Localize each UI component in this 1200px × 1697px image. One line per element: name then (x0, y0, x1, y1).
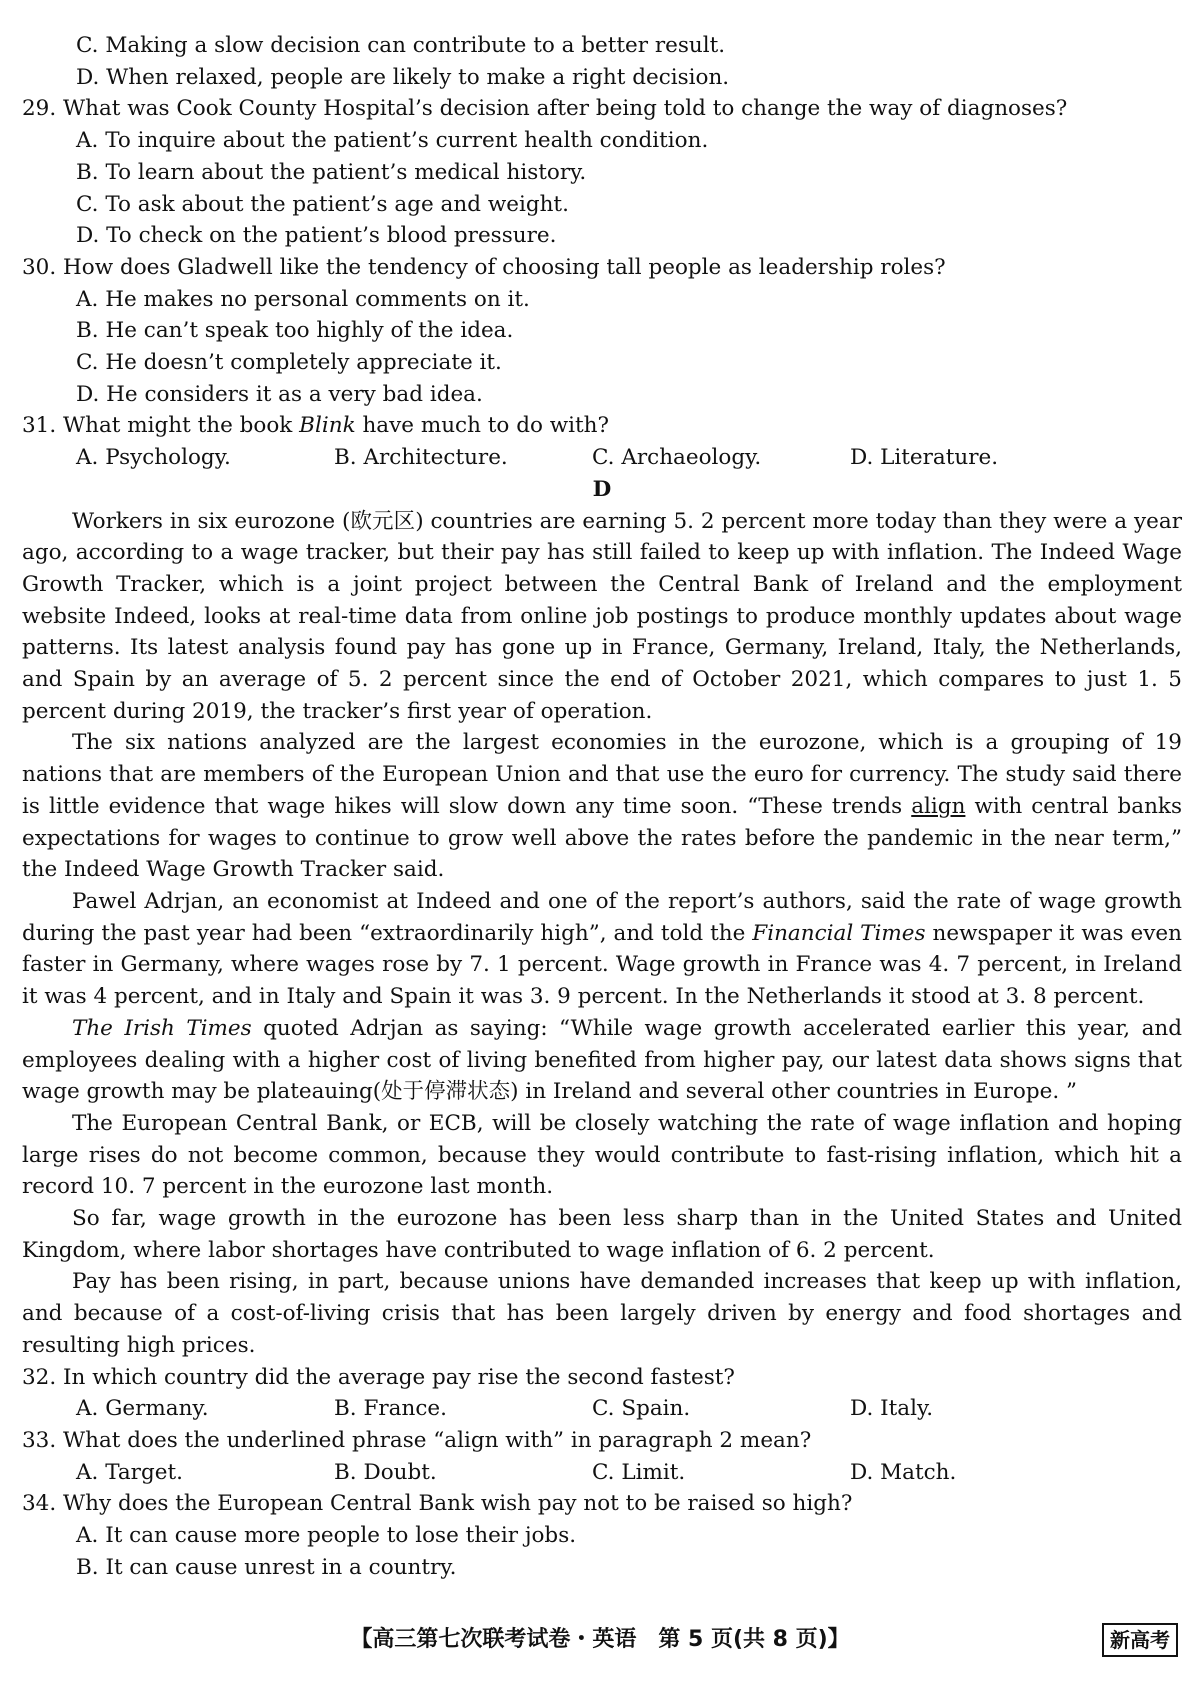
q33-stem: 33. What does the underlined phrase “align with” in paragraph 2 mean? (22, 1427, 812, 1453)
q32-option-b: B. France. (334, 1396, 447, 1422)
q32-option-d: D. Italy. (850, 1396, 934, 1422)
q29-option-d: D. To check on the patient’s blood pressure. (76, 223, 557, 249)
passage-paragraph-2: The six nations analyzed are the largest economies in the eurozone, which is a grouping of 19 nations that are members of the European Union and that use the euro for currency. The study said there is little evidence that wage hikes will slow down any time soon. “These trends align with central banks expectations for wages to continue to grow well above the rates before the pandemic in the near term,” the Indeed Wage Growth Tracker said. (22, 730, 1182, 883)
q31-option-b: B. Architecture. (334, 445, 508, 471)
q32-stem: 32. In which country did the average pay rise the second fastest? (22, 1364, 735, 1390)
q31-stem: 31. What might the book Blink have much to do with? (22, 413, 610, 439)
passage-paragraph-1: Workers in six eurozone (欧元区) countries are earning 5. 2 percent more today than they were a year ago, according to a wage tracker, but their pay has still failed to keep up with inflation. The Indeed Wage Growth Tracker, which is a joint project between the Central Bank of Ireland and the employment website Indeed, looks at real-time data from online job postings to produce monthly updates about wage patterns. Its latest analysis found pay has gone up in France, Germany, Ireland, Italy, the Netherlands, and Spain by an average of 5. 2 percent since the end of October 2021, which compares to just 1. 5 percent during 2019, the tracker’s first year of operation. (22, 508, 1182, 724)
section-heading-d: D (592, 476, 612, 502)
q32-options (22, 1393, 1182, 1425)
q29-stem: 29. What was Cook County Hospital’s decision after being told to change the way of diagnoses? (22, 96, 1068, 122)
q30-stem: 30. How does Gladwell like the tendency of choosing tall people as leadership roles? (22, 254, 946, 280)
q32-option-c: C. Spain. (592, 1396, 691, 1422)
q31-option-d: D. Literature. (850, 445, 999, 471)
q30-option-c: C. He doesn’t completely appreciate it. (76, 350, 502, 376)
q33-option-b: B. Doubt. (334, 1459, 437, 1485)
q30-option-d: D. He considers it as a very bad idea. (76, 381, 483, 407)
page-content (22, 30, 1182, 1583)
q29-option-b: B. To learn about the patient’s medical history. (76, 159, 587, 185)
passage-paragraph-7: Pay has been rising, in part, because unions have demanded increases that keep up with inflation, and because of a cost-of-living crisis that has been largely driven by energy and food shortages and resulting high prices. (22, 1269, 1182, 1358)
passage-paragraph-6: So far, wage growth in the eurozone has been less sharp than in the United States and United Kingdom, where labor shortages have contributed to wage inflation of 6. 2 percent. (22, 1206, 1182, 1263)
passage-paragraph-5: The European Central Bank, or ECB, will be closely watching the rate of wage inflation and hoping large rises do not become common, because they would contribute to fast-rising inflation, which hit a record 10. 7 percent in the eurozone last month. (22, 1110, 1182, 1200)
passage-d (22, 506, 1182, 1362)
q29-option-a: A. To inquire about the patient’s current health condition. (76, 128, 709, 154)
q34-option-a: A. It can cause more people to lose their jobs. (76, 1523, 577, 1549)
q28-option-d: D. When relaxed, people are likely to make a right decision. (76, 64, 730, 90)
q30-option-a: A. He makes no personal comments on it. (76, 286, 530, 312)
q34-option-b: B. It can cause unrest in a country. (76, 1554, 457, 1580)
q31-option-c: C. Archaeology. (592, 445, 762, 471)
exam-type-badge: 新高考 (1102, 1623, 1178, 1657)
passage-paragraph-4: The Irish Times quoted Adrjan as saying: “While wage growth accelerated earlier this year, and employees dealing with a higher cost of living benefited from higher pay, our latest data shows signs that wage growth may be plateauing(处于停滞状态) in Ireland and several other countries in Europe. ” (22, 1015, 1183, 1105)
q29-option-c: C. To ask about the patient’s age and weight. (76, 191, 569, 217)
q30-option-b: B. He can’t speak too highly of the idea. (76, 318, 514, 344)
q33-options (22, 1457, 1182, 1489)
q33-option-c: C. Limit. (592, 1459, 686, 1485)
book-title: Blink (299, 413, 356, 439)
q31-options (22, 442, 1182, 474)
footer-title: 【高三第七次联考试卷・英语 第 5 页(共 8 页)】 (350, 1627, 850, 1652)
q33-option-d: D. Match. (850, 1459, 957, 1485)
passage-paragraph-3: Pawel Adrjan, an economist at Indeed and one of the report’s authors, said the rate of wage growth during the past year had been “extraordinarily high”, and told the Financial Times newspaper it was even faster in Germany, where wages rose by 7. 1 percent. Wage growth in France was 4. 7 percent, in Ireland it was 4 percent, and in Italy and Spain it was 3. 9 percent. In the Netherlands it stood at 3. 8 percent. (22, 888, 1182, 1010)
q31-option-a: A. Psychology. (76, 445, 231, 471)
q32-option-a: A. Germany. (76, 1396, 209, 1422)
q28-option-c: C. Making a slow decision can contribute to a better result. (76, 33, 726, 58)
underlined-phrase: align (911, 793, 966, 819)
q34-stem: 34. Why does the European Central Bank wish pay not to be raised so high? (22, 1491, 853, 1517)
q33-option-a: A. Target. (76, 1459, 183, 1485)
